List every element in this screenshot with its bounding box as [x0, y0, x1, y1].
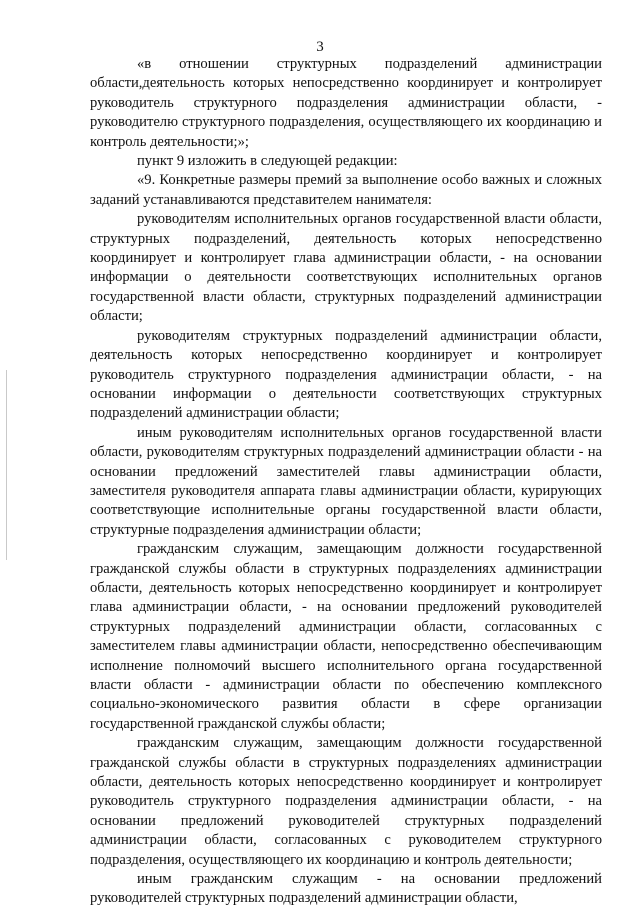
- paragraph-7: гражданским служащим, замещающим должности государственной гражданской службы области в структурных подразделениях администрации области, деятельность которых непосредственно координирует и контролирует глава администрации области, - на основании предложений руководителей структурных подразделений администрации области, согласованных с заместителем главы администрации области, непосредственно обеспечивающим исполнение полномочий высшего исполнительного органа государственной власти области - администрации области по обеспечению комплексного социально-экономического развития области в сфере организации государственной гражданской службы области;: [90, 541, 602, 732]
- paragraph-1: «в отношении структурных подразделений администрации области,деятельность которых непосредственно координирует и контролирует руководитель структурного подразделения администрации области, - руководителю структурного подразделения, осуществляющего их координацию и контроль деятельности;»;: [90, 56, 602, 150]
- paragraph-4: руководителям исполнительных органов государственной власти области, структурных подразделений, деятельность которых непосредственно координирует и контролирует глава администрации области, - на основании информации о деятельности соответствующих исполнительных органов государственной власти области, структурных подразделений администрации области;: [90, 211, 602, 325]
- paragraph-6: иным руководителям исполнительных органов государственной власти области, руководителям структурных подразделений администрации области - на основании предложений заместителей главы администрации области, заместителя руководителя аппарата главы администрации области, курирующих соответствующие исполнительные органы государственной власти области, структурные подразделения администрации области;: [90, 424, 602, 538]
- paragraph-3: «9. Конкретные размеры премий за выполнение особо важных и сложных заданий устанавливаются представителем нанимателя:: [90, 172, 602, 208]
- paragraph-9: иным гражданским служащим - на основании предложений руководителей структурных подразделений администрации области,: [90, 871, 602, 907]
- paragraph-5: руководителям структурных подразделений администрации области, деятельность которых непосредственно координирует и контролирует руководитель структурного подразделения администрации области, - на основании информации о деятельности соответствующих структурных подразделений администрации области;: [90, 327, 602, 422]
- document-body: [90, 55, 602, 909]
- paragraph-2: пункт 9 изложить в следующей редакции:: [137, 153, 398, 170]
- scan-edge-mark: [6, 370, 7, 560]
- paragraph-8: гражданским служащим, замещающим должности государственной гражданской службы области в структурных подразделениях администрации области, деятельность которых непосредственно координирует и контролирует руководитель структурного подразделения администрации области, - на основании предложений руководителей структурных подразделений администрации области, согласованных с руководителем структурного подразделения, осуществляющего их координацию и контроль деятельности;: [90, 735, 602, 868]
- page-number: 3: [316, 39, 324, 55]
